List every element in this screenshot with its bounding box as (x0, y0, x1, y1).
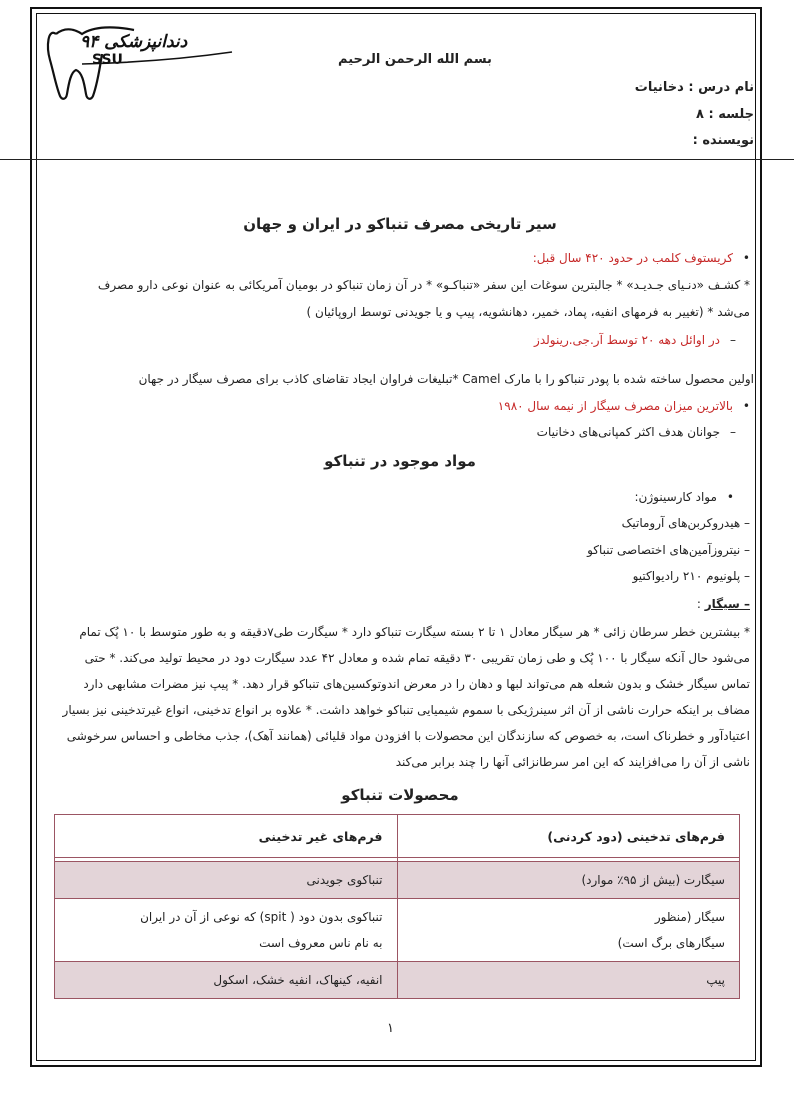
paragraph-line: اولین محصول ساخته شده با پودر تنباکو را با مارک Camel *تبلیغات فراوان ایجاد تقاضای کاذب برای مصرف سیگار در جهان (138, 372, 754, 386)
products-table (54, 814, 740, 999)
table-cell: انفیه، کینهاک، انفیه خشک، اسکول (55, 962, 398, 999)
list-item: – پلونیوم ۲۱۰ رادیواکتیو (632, 569, 750, 583)
table-cell: سیگار (منظور سیگارهای برگ است) (397, 899, 740, 962)
list-item: •بالاترین میزان مصرف سیگار از نیمه سال ۱۹۸۰ (497, 399, 750, 413)
paragraph-line: ناشی از آن را می‌افزایند که این امر سرطانزائی آنها را چند برابر می‌کند (395, 755, 750, 769)
table-cell: سیگارت (بیش از ۹۵٪ موارد) (397, 862, 740, 899)
list-item: – نیتروزآمین‌های اختصاصی تنباکو (587, 543, 750, 557)
paragraph-line: می‌شود حال آنکه سیگار با ۱۰۰ پُک و طی زمان تقریبی ۳۰ دقیقه تمام شده و معادل ۴۲ عدد سیگارت دود در محیط تولید می‌کند. * حتی (84, 651, 750, 665)
list-item: •کریستوف کلمب در حدود ۴۲۰ سال قبل: (532, 251, 750, 265)
course-name: نام درس : دخانیات (634, 80, 754, 95)
paragraph-line: * بیشترین خطر سرطان زائی * هر سیگار معادل ۱ تا ۲ بسته سیگارت تنباکو دارد * سیگارت طی۷دقیقه و به طور متوسط با ۱۰ پُک تمام (79, 625, 750, 639)
table-header-cell: فرم‌های غیر تدخینی (55, 815, 398, 858)
session-number: جلسه : ۸ (696, 107, 754, 122)
table-row (55, 862, 740, 899)
logo-text: دندانپزشکی ۹۴ (80, 32, 188, 52)
dash-icon: – (730, 425, 736, 439)
dash-icon: – (730, 333, 736, 347)
table-row (55, 962, 740, 999)
paragraph-line: مضاف بر اینکه حرارت ناشی از آن اثر سینرژیکی با سموم شیمیایی تنباکو خواهد داشت. * علاوه بر انواع تدخینی، انواع غیرتدخینی نیز بسیار (62, 703, 750, 717)
table-cell: تنباکوی جویدنی (55, 862, 398, 899)
list-item: – هیدروکربن‌های آروماتیک (621, 516, 750, 530)
section-title-history: سیر تاریخی مصرف تنباکو در ایران و جهان (243, 215, 557, 233)
table-row (55, 899, 740, 962)
table-cell: تنباکوی بدون دود ( spit) که نوعی از آن در ایران به نام ناس معروف است (55, 899, 398, 962)
list-item: •مواد کارسینوژن: (634, 490, 734, 504)
section-title-products: محصولات تنباکو (341, 786, 459, 804)
table-header-cell: فرم‌های تدخینی (دود کردنی) (397, 815, 740, 858)
list-item: –در اوائل دهه ۲۰ توسط آر.جی.رینولدز (534, 333, 736, 347)
paragraph-line: تماس سیگار خشک و بدون شعله هم می‌تواند لبها و دهان را در معرض اندوتوکسین‌های تنباکو قرار دهد. * پیپ نیز مضرات مشابهی دارد (83, 677, 750, 691)
header-divider (0, 159, 794, 160)
logo-abbreviation: SSU (92, 52, 123, 68)
section-title-ingredients: مواد موجود در تنباکو (324, 452, 476, 470)
bullet-icon: • (742, 399, 750, 413)
basmala-heading: بسم الله الرحمن الرحیم (338, 52, 492, 67)
table-cell: پیپ (397, 962, 740, 999)
paragraph-line: * کشـف «دنـیای جـدیـد» * جالبترین سوغات این سفر «تنباکـو» * در آن زمان تنباکو در بومیان آمریکائی به عنوان نوعی دارو مصرف (97, 278, 750, 292)
cigar-heading: – سیگار : (696, 597, 750, 611)
bullet-icon: • (742, 251, 750, 265)
paragraph-line: می‌شد * (تغییر به فرمهای انفیه، پماد، خمیر، دهانشویه، پیپ و یا جویدنی توسط اروپائیان ) (306, 305, 750, 319)
table-header-row (55, 815, 740, 858)
paragraph-line: اعتیادآور و خطرناک است، به خصوص که سازندگان این محصولات با افزودن مواد قلیائی (همانند آهک)، جذب مخاطی و احساس سرخوشی (66, 729, 750, 743)
page-number: ۱ (387, 1021, 394, 1036)
bullet-icon: • (726, 490, 734, 504)
list-item: –جوانان هدف اکثر کمپانی‌های دخانیات (536, 425, 736, 439)
author-label: نویسنده : (692, 133, 754, 148)
tooth-logo-icon (42, 16, 242, 106)
